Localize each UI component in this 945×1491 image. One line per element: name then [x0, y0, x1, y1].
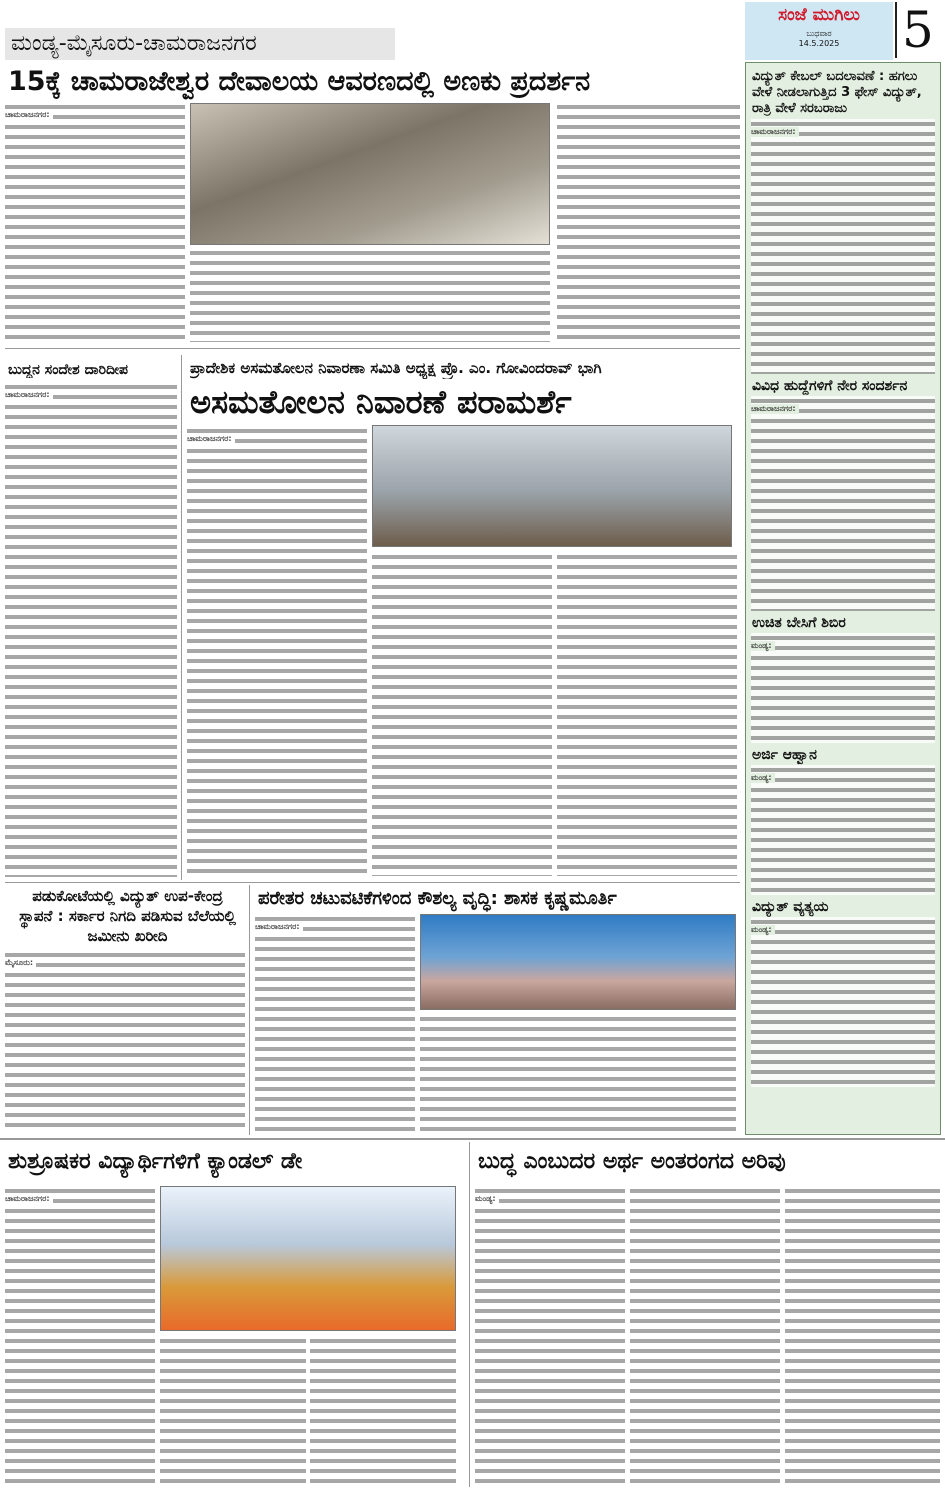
article-body [785, 1186, 940, 1486]
article-body [310, 1336, 456, 1486]
dateline: ಮೈಸೂರು: [5, 958, 36, 968]
headline-a2: ಬುದ್ಧನ ಸಂದೇಶ ದಾರಿದೀಪ [8, 362, 129, 378]
section-title: ಮಂಡ್ಯ-ಮೈಸೂರು-ಚಾಮರಾಜನಗರ [11, 31, 257, 56]
dateline: ಚಾಮರಾಜನಗರ: [5, 110, 53, 120]
article-body [557, 552, 737, 876]
candle-day-photo [160, 1186, 456, 1331]
article-body [630, 1186, 780, 1486]
event-photo [420, 914, 736, 1010]
headline-a4: ಪಡುಕೋಟೆಯಲ್ಲಿ ವಿದ್ಯುತ್ ಉಪ-ಕೇಂದ್ರ ಸ್ಥಾಪನೆ : ಸರ್ಕಾರ ನಿಗದಿ ಪಡಿಸುವ ಬೆಲೆಯಲ್ಲಿ ಜಮೀನು ಖರೀದಿ [19, 887, 236, 945]
headline-a6: ಶುಶ್ರೂಷಕರ ವಿದ್ಯಾರ್ಥಿಗಳಿಗೆ ಕ್ಯಾಂಡಲ್ ಡೇ [8, 1149, 303, 1174]
headline-a5: ಪರೇತರ ಚಟುವಟಿಕೆಗಳಿಂದ ಕೌಶಲ್ಯ ವೃದ್ಧಿ: ಶಾಸಕ ಕೃಷ್ಣಮೂರ್ತಿ [258, 888, 617, 909]
kicker-a3: ಪ್ರಾದೇಶಿಕ ಅಸಮತೋಲನ ನಿವಾರಣಾ ಸಮಿತಿ ಅಧ್ಯಕ್ಷ ಪ್ರೊ. ಎಂ. ಗೋವಿಂದರಾವ್ ಭಾಗಿ [190, 359, 602, 377]
dateline: ಚಾಮರಾಜನಗರ: [5, 390, 53, 400]
article-body [5, 950, 245, 1132]
brief-headline: ಅರ್ಜಿ ಆಹ್ವಾನ [752, 747, 934, 763]
article-body [190, 248, 550, 342]
article-body [5, 1186, 155, 1486]
issue-date: 14.5.2025 [798, 39, 840, 48]
dateline: ಮಂಡ್ಯ: [751, 773, 775, 783]
article-body [5, 102, 185, 342]
headline-a3: ಅಸಮತೋಲನ ನಿವಾರಣೆ ಪರಾಮರ್ಶೆ [190, 383, 572, 421]
article-body [255, 914, 415, 1132]
dateline: ಚಾಮರಾಜನಗರ: [751, 127, 799, 137]
brief-headline: ವಿದ್ಯುತ್ ವ್ಯತ್ಯಯ [752, 899, 934, 915]
issue-day: ಬುಧವಾರ [806, 29, 832, 38]
article-body [372, 552, 552, 876]
news-briefs-sidebar [745, 62, 941, 1135]
article-body [187, 426, 367, 876]
brief-headline: ವಿದ್ಯುತ್ ಕೇಬಲ್ ಬದಲಾವಣೆ : ಹಗಲು ವೇಳೆ ನೀಡಲಾಗುತ್ತಿದ 3 ಫೇಸ್ ವಿದ್ಯುತ್, ರಾತ್ರಿ ವೇಳೆ ಸರಬರಾಜು [752, 69, 934, 117]
logo-box [745, 2, 893, 60]
dateline: ಚಾಮರಾಜನಗರ: [5, 1194, 53, 1204]
dateline: ಚಾಮರಾಜನಗರ: [255, 922, 303, 932]
article-body [420, 1014, 736, 1132]
headline-a1: 15ಕ್ಕೆ ಚಾಮರಾಜೇಶ್ವರ ದೇವಾಲಯ ಆವರಣದಲ್ಲಿ ಅಣಕು ಪ್ರದರ್ಶನ [8, 66, 591, 97]
logo: ಸಂಜೆ ಮುಗಿಲು [778, 5, 860, 25]
brief-headline: ಉಚಿತ ಬೇಸಿಗೆ ಶಿಬಿರ [752, 615, 934, 631]
brief-headline: ವಿವಿಧ ಹುದ್ದೆಗಳಿಗೆ ನೇರ ಸಂದರ್ಶನ [752, 378, 934, 394]
section-banner [5, 28, 395, 60]
headline-a7: ಬುದ್ಧ ಎಂಬುದರ ಅರ್ಥ ಅಂತರಂಗದ ಅರಿವು [478, 1149, 786, 1174]
page-number: 5 [902, 1, 934, 59]
article-body [160, 1336, 306, 1486]
dateline: ಚಾಮರಾಜನಗರ: [187, 434, 235, 444]
dateline: ಮಂಡ್ಯ: [751, 641, 775, 651]
dateline: ಚಾಮರಾಜನಗರ: [751, 404, 799, 414]
article-body [475, 1186, 625, 1486]
article-body [557, 102, 740, 342]
meeting-photo [372, 425, 732, 547]
dateline: ಮಂಡ್ಯ: [475, 1194, 499, 1204]
meeting-photo [190, 103, 550, 245]
dateline: ಮಂಡ್ಯ: [751, 925, 775, 935]
article-body [5, 382, 177, 877]
